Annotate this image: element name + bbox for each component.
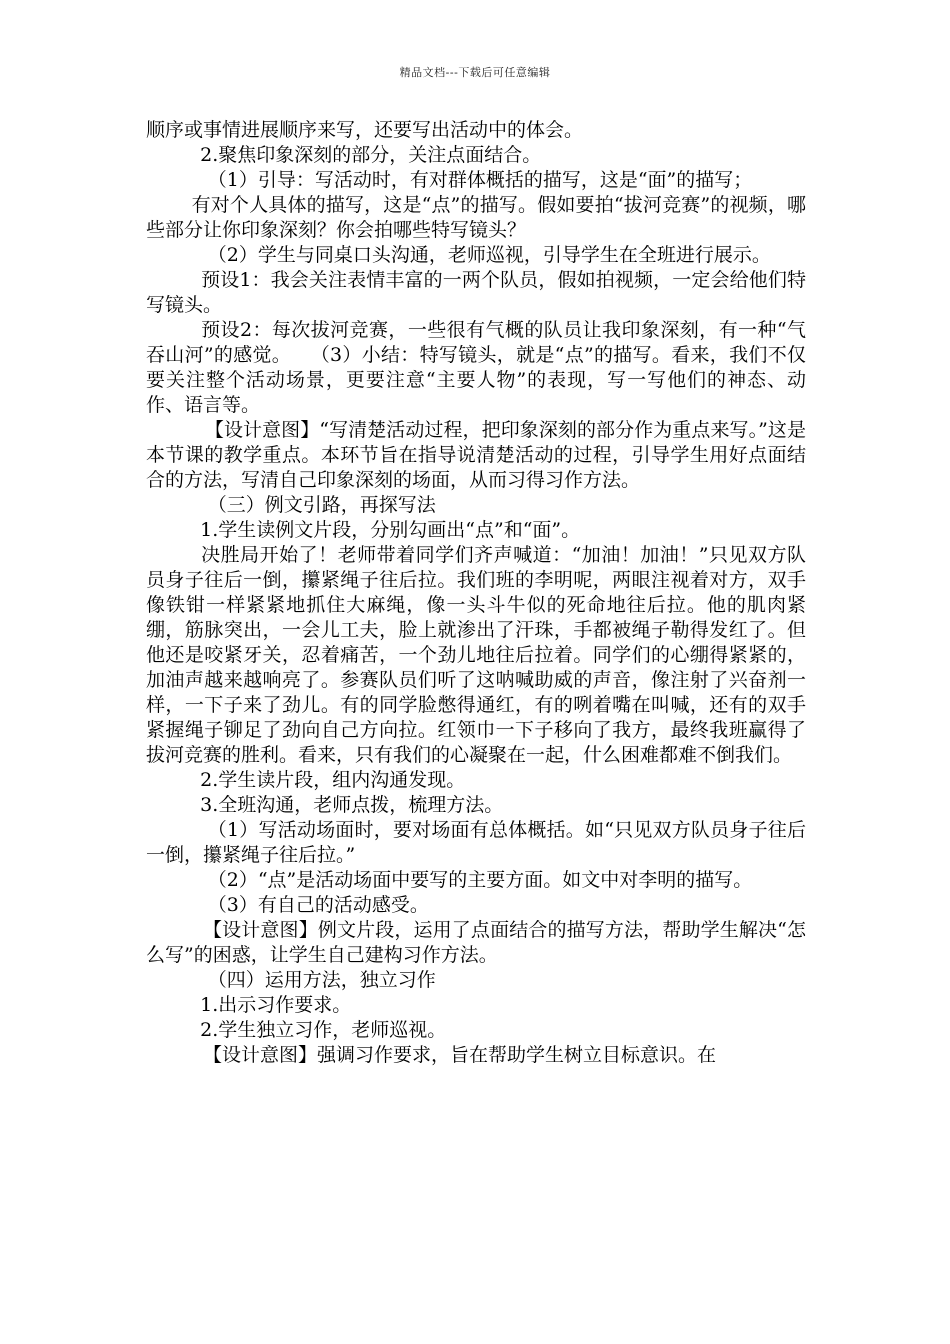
- section-heading: （四）运用方法，独立习作: [207, 969, 436, 991]
- document-body: [146, 118, 806, 1068]
- paragraph: 3.全班沟通，老师点拨，梳理方法。: [200, 794, 504, 816]
- paragraph: 2.学生读片段，组内沟通发现。: [200, 769, 466, 791]
- section-heading: （三）例文引路，再探写法: [207, 494, 436, 516]
- paragraph: 预设2：每次拔河竞赛，一些很有气概的队员让我印象深刻，有一种“气吞山河”的感觉。 （3）小结：特写镜头，就是“点”的描写。看来，我们不仅要关注整个活动场景，更要注意“主要人物”的表现，写一写他们的神态、动作、语言等。: [146, 319, 806, 416]
- paragraph: （3）有自己的活动感受。: [207, 894, 429, 916]
- paragraph: 顺序或事情进展顺序来写，还要写出活动中的体会。: [146, 119, 584, 141]
- example-passage: 决胜局开始了！老师带着同学们齐声喊道：“加油！加油！”只见双方队员身子往后一倒，攥紧绳子往后拉。我们班的李明呢，两眼注视着对方，双手像铁钳一样紧紧地抓住大麻绳，像一头斗牛似的死命地往后拉。他的肌肉紧绷，筋脉突出，一会儿工夫，脸上就渗出了汗珠，手都被绳子勒得发红了。但他还是咬紧牙关，忍着痛苦，一个劲儿地往后拉着。同学们的心绷得紧紧的，加油声越来越响亮了。参赛队员们听了这呐喊助威的声音，像注射了兴奋剂一样，一下子来了劲儿。有的同学脸憋得通红，有的咧着嘴在叫喊，还有的双手紧握绳子铆足了劲向自己方向拉。红领巾一下子移向了我方，最终我班赢得了拔河竞赛的胜利。看来，只有我们的心凝聚在一起，什么困难都难不倒我们。: [146, 544, 806, 766]
- paragraph: 有对个人具体的描写，这是“点”的描写。假如要拍“拔河竞赛”的视频，哪些部分让你印象深刻？你会拍哪些特写镜头？: [146, 194, 806, 241]
- paragraph: （2）“点”是活动场面中要写的主要方面。如文中对李明的描写。: [207, 869, 753, 891]
- paragraph: （1）引导：写活动时，有对群体概括的描写，这是“面”的描写；: [207, 169, 753, 191]
- paragraph: 2.聚焦印象深刻的部分，关注点面结合。: [200, 144, 542, 166]
- paragraph: 2.学生独立习作，老师巡视。: [200, 1019, 447, 1041]
- paragraph: 1.出示习作要求。: [200, 994, 352, 1016]
- design-intent-paragraph: 【设计意图】例文片段，运用了点面结合的描写方法，帮助学生解决“怎么写”的困惑，让学生自己建构习作方法。: [146, 919, 806, 966]
- design-intent-paragraph: 【设计意图】“写清楚活动过程，把印象深刻的部分作为重点来写。”这是本节课的教学重点。本环节旨在指导说清楚活动的过程，引导学生用好点面结合的方法，写清自己印象深刻的场面，从而习得习作方法。: [146, 419, 806, 491]
- design-intent-paragraph: 【设计意图】强调习作要求，旨在帮助学生树立目标意识。在: [203, 1044, 717, 1066]
- paragraph: （2）学生与同桌口头沟通，老师巡视，引导学生在全班进行展示。: [207, 244, 771, 266]
- paragraph: （1）写活动场面时，要对场面有总体概括。如“只见双方队员身子往后一倒，攥紧绳子往后拉。”: [146, 819, 806, 866]
- paragraph: 预设1：我会关注表情丰富的一两个队员，假如拍视频，一定会给他们特写镜头。: [146, 269, 806, 316]
- page-header: 精品文档---下载后可任意编辑: [399, 66, 551, 79]
- paragraph: 1.学生读例文片段，分别勾画出“点”和“面”。: [200, 519, 581, 541]
